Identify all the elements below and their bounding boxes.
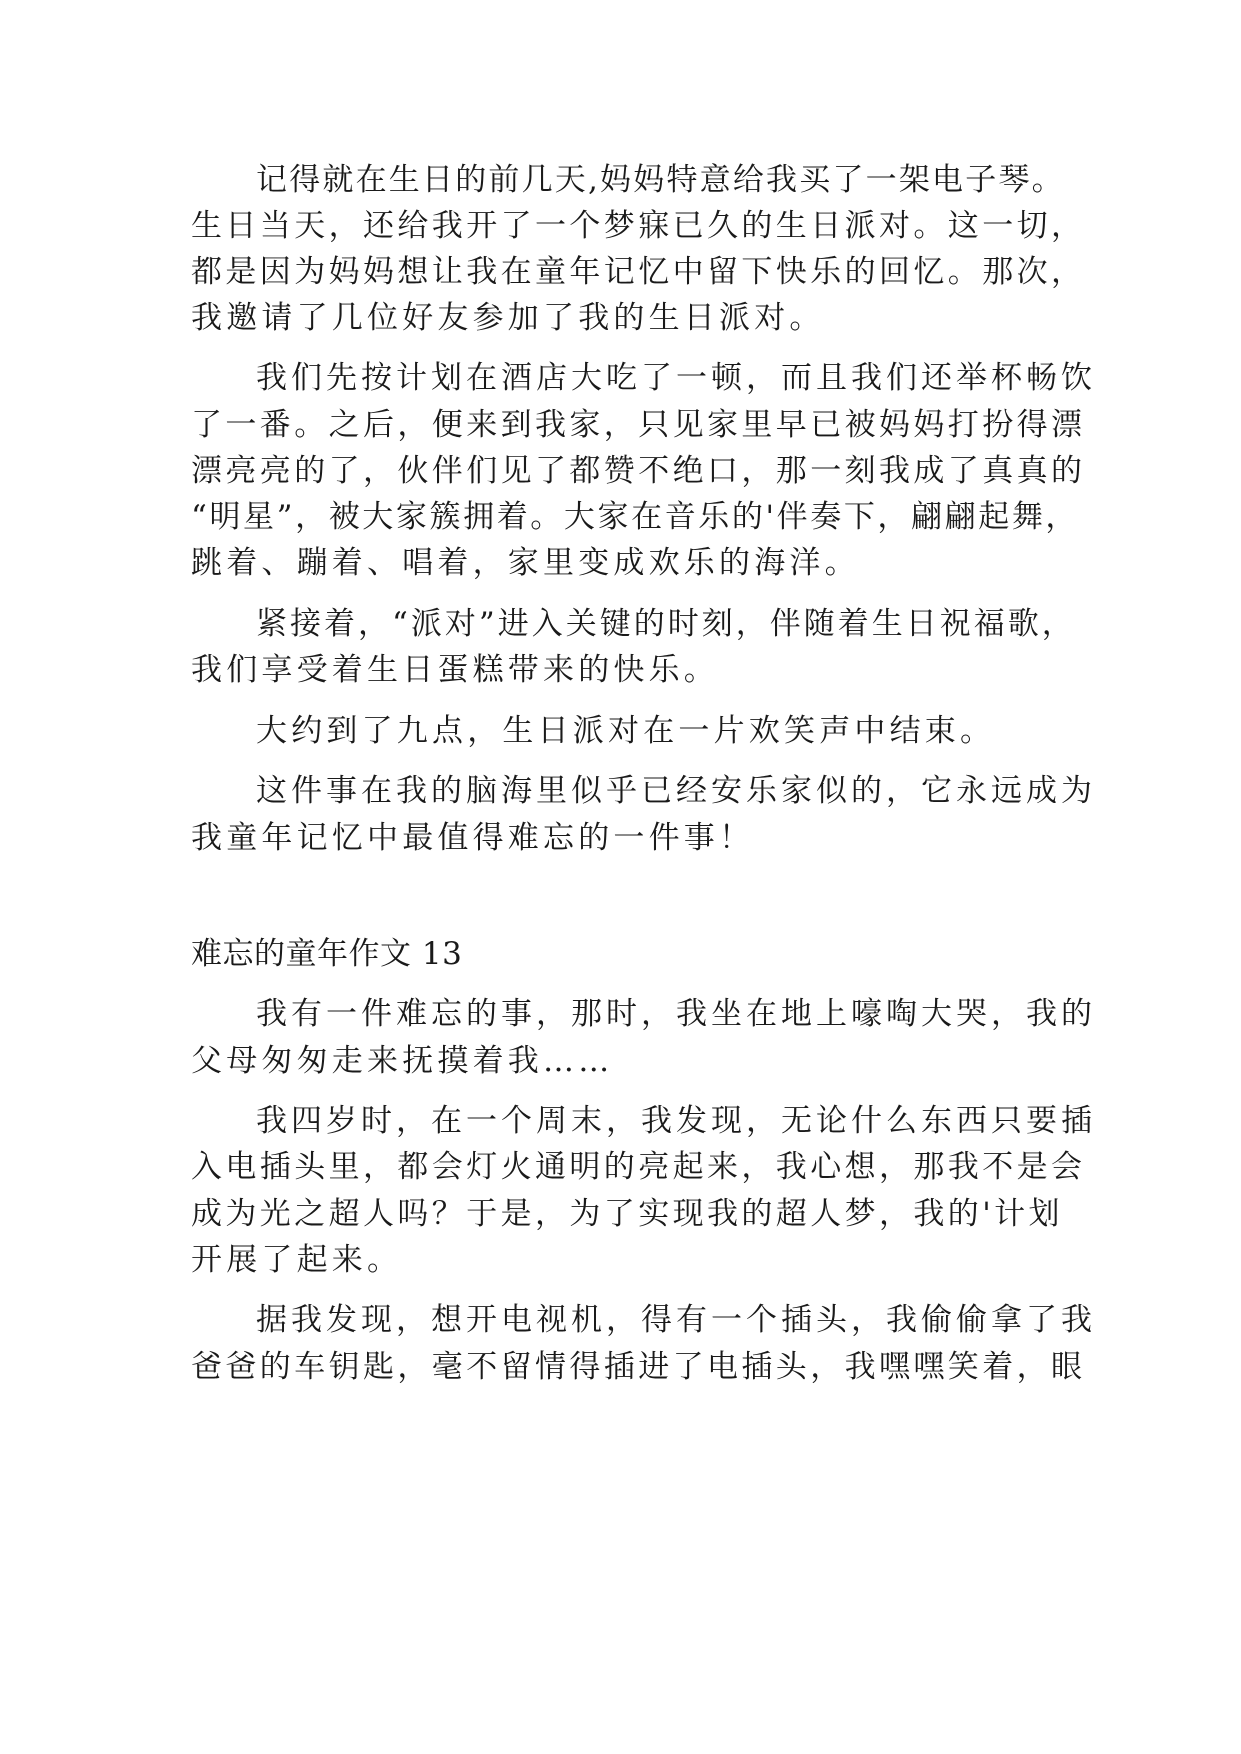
paragraph-5-line-1: 这件事在我的脑海里似乎已经安乐家似的，它永远成为	[256, 773, 1096, 809]
section-paragraph-1-line-1: 我有一件难忘的事，那时，我坐在地上嚎啕大哭，我的	[256, 996, 1096, 1032]
section-paragraph-2-line-4: 开展了起来。	[191, 1242, 403, 1278]
paragraph-1-line-4: 我邀请了几位好友参加了我的生日派对。	[191, 300, 825, 336]
paragraph-3-line-2: 我们享受着生日蛋糕带来的快乐。	[191, 652, 719, 688]
section-paragraph-3-line-2: 爸爸的车钥匙，毫不留情得插进了电插头，我嘿嘿笑着，眼	[191, 1349, 1086, 1385]
section-paragraph-3-line-1: 据我发现，想开电视机，得有一个插头，我偷偷拿了我	[256, 1302, 1096, 1338]
paragraph-5-line-2: 我童年记忆中最值得难忘的一件事！	[191, 820, 755, 856]
paragraph-2-line-4: “明星”，被大家簇拥着。大家在音乐的'伴奏下，翩翩起舞，	[191, 499, 1080, 535]
paragraph-2-line-3: 漂亮亮的了，伙伴们见了都赞不绝口，那一刻我成了真真的	[191, 453, 1086, 489]
paragraph-2-line-1: 我们先按计划在酒店大吃了一顿，而且我们还举杯畅饮	[256, 360, 1096, 396]
paragraph-1-line-3: 都是因为妈妈想让我在童年记忆中留下快乐的回忆。那次，	[191, 254, 1086, 290]
paragraph-4-line-1: 大约到了九点，生日派对在一片欢笑声中结束。	[256, 713, 996, 749]
section-paragraph-1-line-2: 父母匆匆走来抚摸着我……	[191, 1043, 614, 1079]
paragraph-2-line-5: 跳着、蹦着、唱着，家里变成欢乐的海洋。	[191, 545, 860, 581]
section-paragraph-2-line-1: 我四岁时，在一个周末，我发现，无论什么东西只要插	[256, 1103, 1096, 1139]
section-paragraph-2-line-3: 成为光之超人吗？于是，为了实现我的超人梦，我的'计划	[191, 1196, 1063, 1232]
paragraph-1-line-1: 记得就在生日的前几天,妈妈特意给我买了一架电子琴。	[256, 162, 1065, 198]
paragraph-2-line-2: 了一番。之后，便来到我家，只见家里早已被妈妈打扮得漂	[191, 407, 1086, 443]
section-title: 难忘的童年作文 13	[191, 936, 463, 972]
paragraph-1-line-2: 生日当天，还给我开了一个梦寐已久的生日派对。这一切，	[191, 208, 1086, 244]
section-paragraph-2-line-2: 入电插头里，都会灯火通明的亮起来，我心想，那我不是会	[191, 1149, 1086, 1185]
paragraph-3-line-1: 紧接着，“派对”进入关键的时刻，伴随着生日祝福歌，	[256, 606, 1076, 642]
